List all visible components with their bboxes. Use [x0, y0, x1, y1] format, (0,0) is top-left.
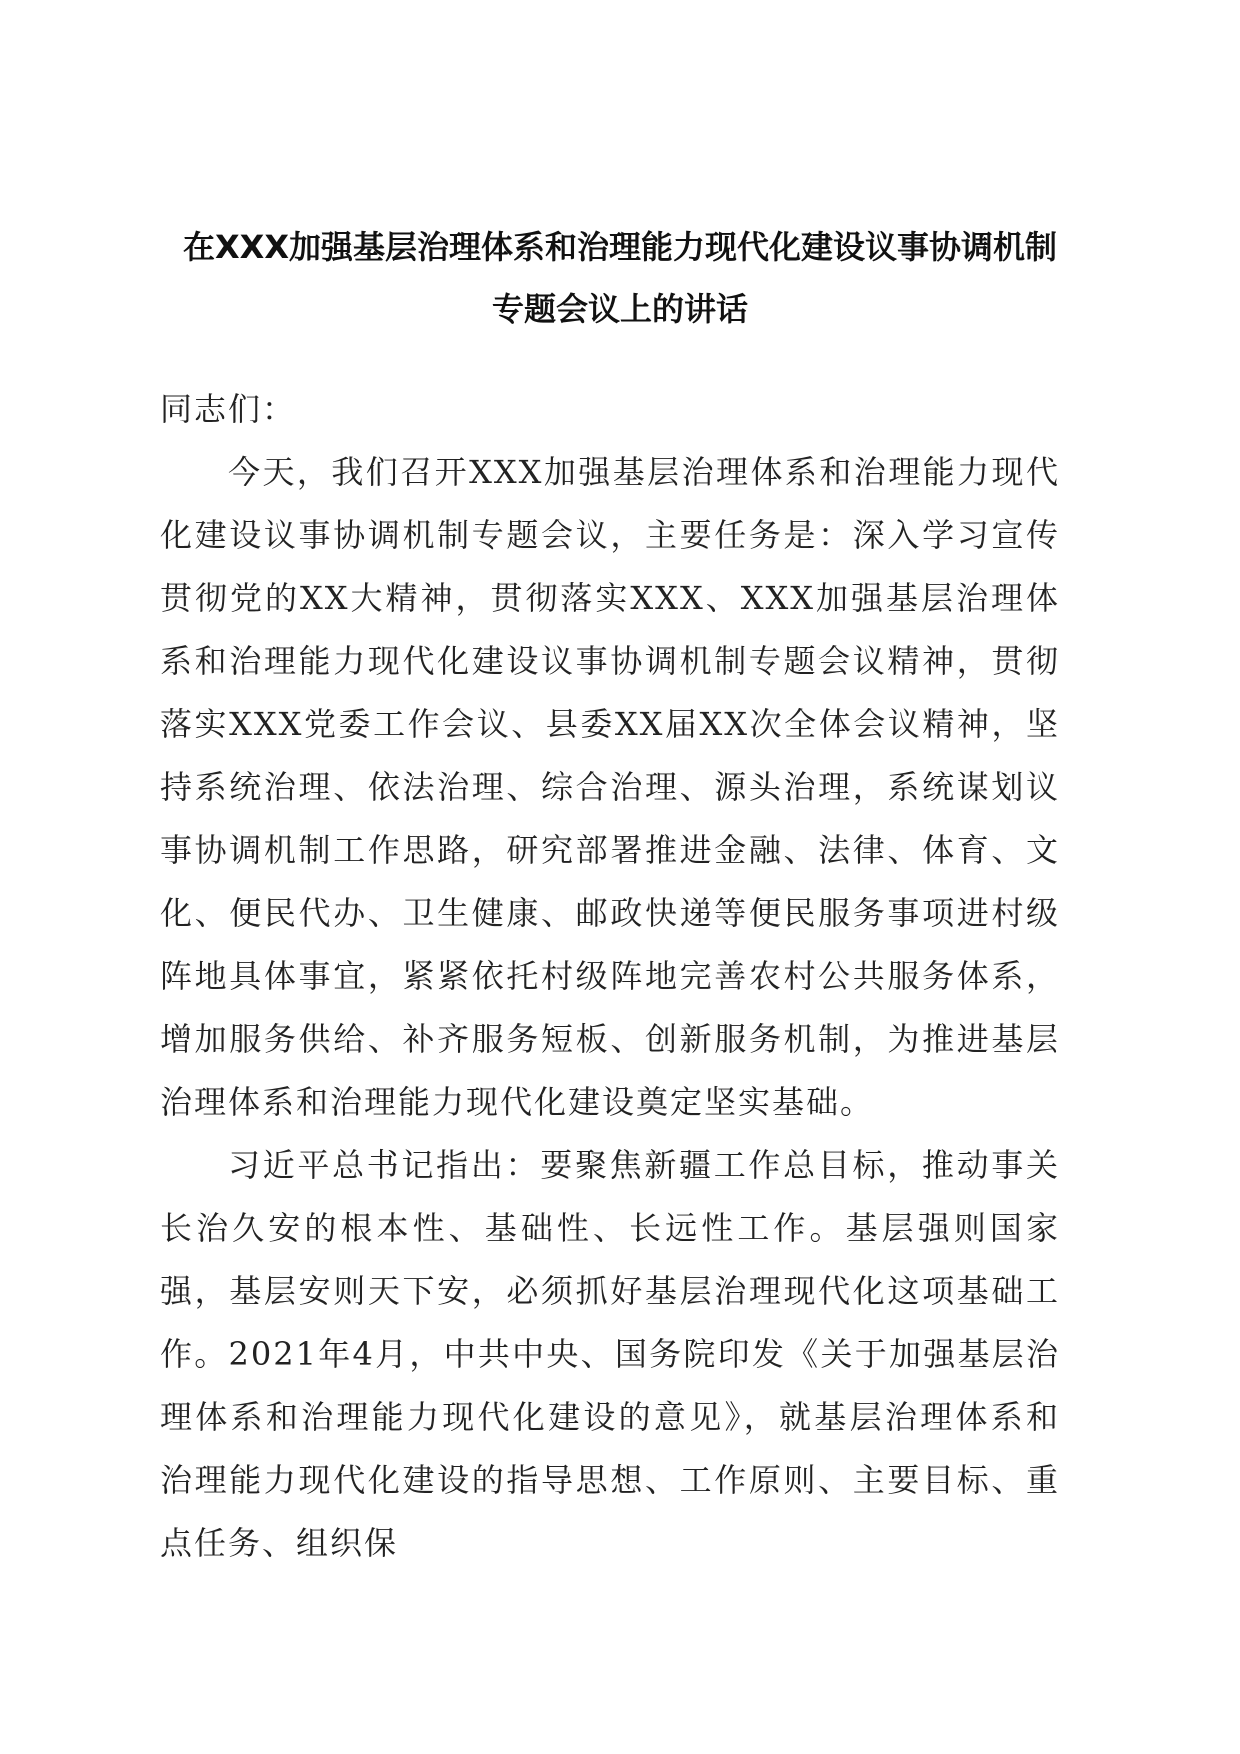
salutation: 同志们：	[160, 390, 297, 428]
paragraph-2: 习近平总书记指出：要聚焦新疆工作总目标，推动事关长治久安的根本性、基础性、长远性工作。基层强则国家强，基层安则天下安，必须抓好基层治理现代化这项基础工作。2021年4月，中共中央、国务院印发《关于加强基层治理体系和治理能力现代化建设的意见》，就基层治理体系和治理能力现代化建设的指导思想、工作原则、主要目标、重点任务、组织保	[160, 1146, 1060, 1562]
document-title-line-2: 专题会议上的讲话	[491, 290, 748, 328]
document-title-line-1: 在XXX加强基层治理体系和治理能力现代化建设议事协调机制	[182, 228, 1058, 266]
paragraph-1: 今天，我们召开XXX加强基层治理体系和治理能力现代化建设议事协调机制专题会议，主要任务是：深入学习宣传贯彻党的XX大精神，贯彻落实XXX、XXX加强基层治理体系和治理能力现代化建设议事协调机制专题会议精神，贯彻落实XXX党委工作会议、县委XX届XX次全体会议精神，坚持系统治理、依法治理、综合治理、源头治理，系统谋划议事协调机制工作思路，研究部署推进金融、法律、体育、文化、便民代办、卫生健康、邮政快递等便民服务事项进村级阵地具体事宜，紧紧依托村级阵地完善农村公共服务体系，增加服务供给、补齐服务短板、创新服务机制，为推进基层治理体系和治理能力现代化建设奠定坚实基础。	[160, 453, 1060, 1121]
